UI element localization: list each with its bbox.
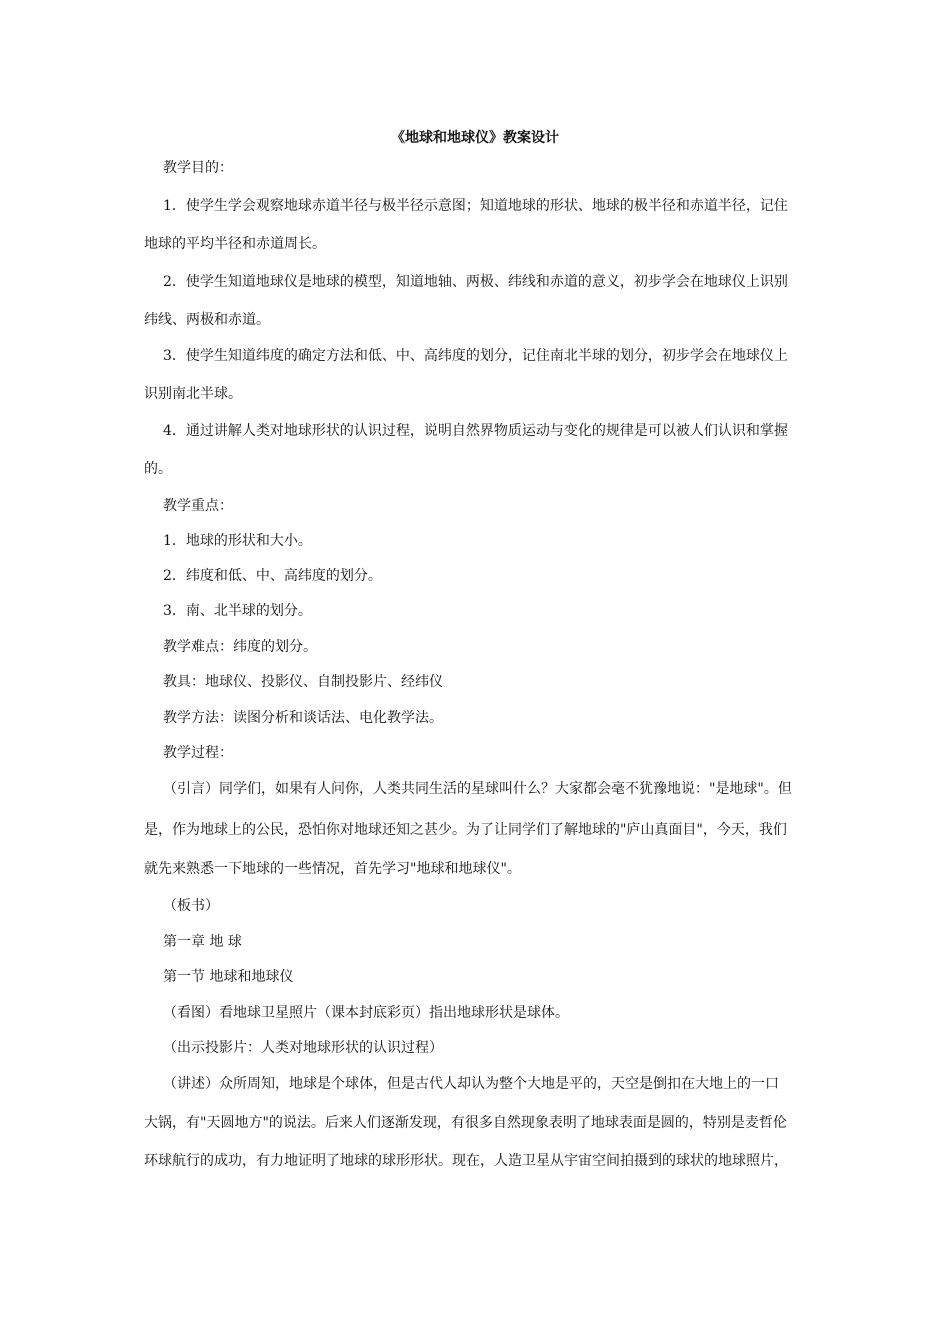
process-heading: 教学过程： <box>163 745 233 761</box>
projection-line: （出示投影片：人类对地球形状的认识过程） <box>163 1040 443 1056</box>
methods-line: 教学方法：读图分析和谈话法、电化教学法。 <box>163 710 443 726</box>
objective-4-line-2: 的。 <box>144 461 172 477</box>
objective-1-line-1: 1．使学生学会观察地球赤道半径与极半径示意图；知道地球的形状、地球的极半径和赤道半径，记住 <box>163 198 788 214</box>
tools-line: 教具：地球仪、投影仪、自制投影片、经纬仪 <box>163 674 443 690</box>
lecture-line-3: 环球航行的成功，有力地证明了地球的球形形状。现在，人造卫星从宇宙空间拍摄到的球状的地球照片， <box>144 1153 788 1169</box>
look-line: （看图）看地球卫星照片（课本封底彩页）指出地球形状是球体。 <box>163 1005 569 1021</box>
key-point-1: 1．地球的形状和大小。 <box>163 533 312 549</box>
objective-2-line-2: 纬线、两极和赤道。 <box>144 312 270 328</box>
objective-3-line-1: 3．使学生知道纬度的确定方法和低、中、高纬度的划分，记住南北半球的划分，初步学会在地球仪上 <box>163 348 788 364</box>
key-point-3: 3．南、北半球的划分。 <box>163 603 312 619</box>
board-note: （板书） <box>163 898 219 914</box>
objective-4-line-1: 4．通过讲解人类对地球形状的认识过程，说明自然界物质运动与变化的规律是可以被人们认识和掌握 <box>163 423 788 439</box>
objective-1-line-2: 地球的平均半径和赤道周长。 <box>144 236 326 252</box>
chapter-heading: 第一章 地 球 <box>163 934 242 950</box>
lecture-line-1: （讲述）众所周知，地球是个球体，但是古代人却认为整个大地是平的，天空是倒扣在大地上的一口 <box>163 1076 779 1092</box>
intro-line-2: 是，作为地球上的公民，恐怕你对地球还知之甚少。为了让同学们了解地球的"庐山真面目"，今天，我们 <box>144 822 787 838</box>
key-points-heading: 教学重点： <box>163 498 233 514</box>
objective-2-line-1: 2．使学生知道地球仪是地球的模型，知道地轴、两极、纬线和赤道的意义，初步学会在地球仪上识别 <box>163 274 788 290</box>
objective-3-line-2: 识别南北半球。 <box>144 386 242 402</box>
intro-line-1: （引言）同学们，如果有人问你，人类共同生活的星球叫什么？大家都会毫不犹豫地说："是地球"。但 <box>163 781 792 797</box>
lecture-line-2: 大锅，有"天圆地方"的说法。后来人们逐渐发现，有很多自然现象表明了地球表面是圆的，特别是麦哲伦 <box>144 1115 787 1131</box>
objectives-heading: 教学目的： <box>163 160 233 176</box>
key-point-2: 2．纬度和低、中、高纬度的划分。 <box>163 568 382 584</box>
document-title: 《地球和地球仪》教案设计 <box>391 130 559 146</box>
section-heading: 第一节 地球和地球仪 <box>163 969 294 985</box>
intro-line-3: 就先来熟悉一下地球的一些情况，首先学习"地球和地球仪"。 <box>144 861 521 877</box>
difficulty-line: 教学难点：纬度的划分。 <box>163 639 317 655</box>
